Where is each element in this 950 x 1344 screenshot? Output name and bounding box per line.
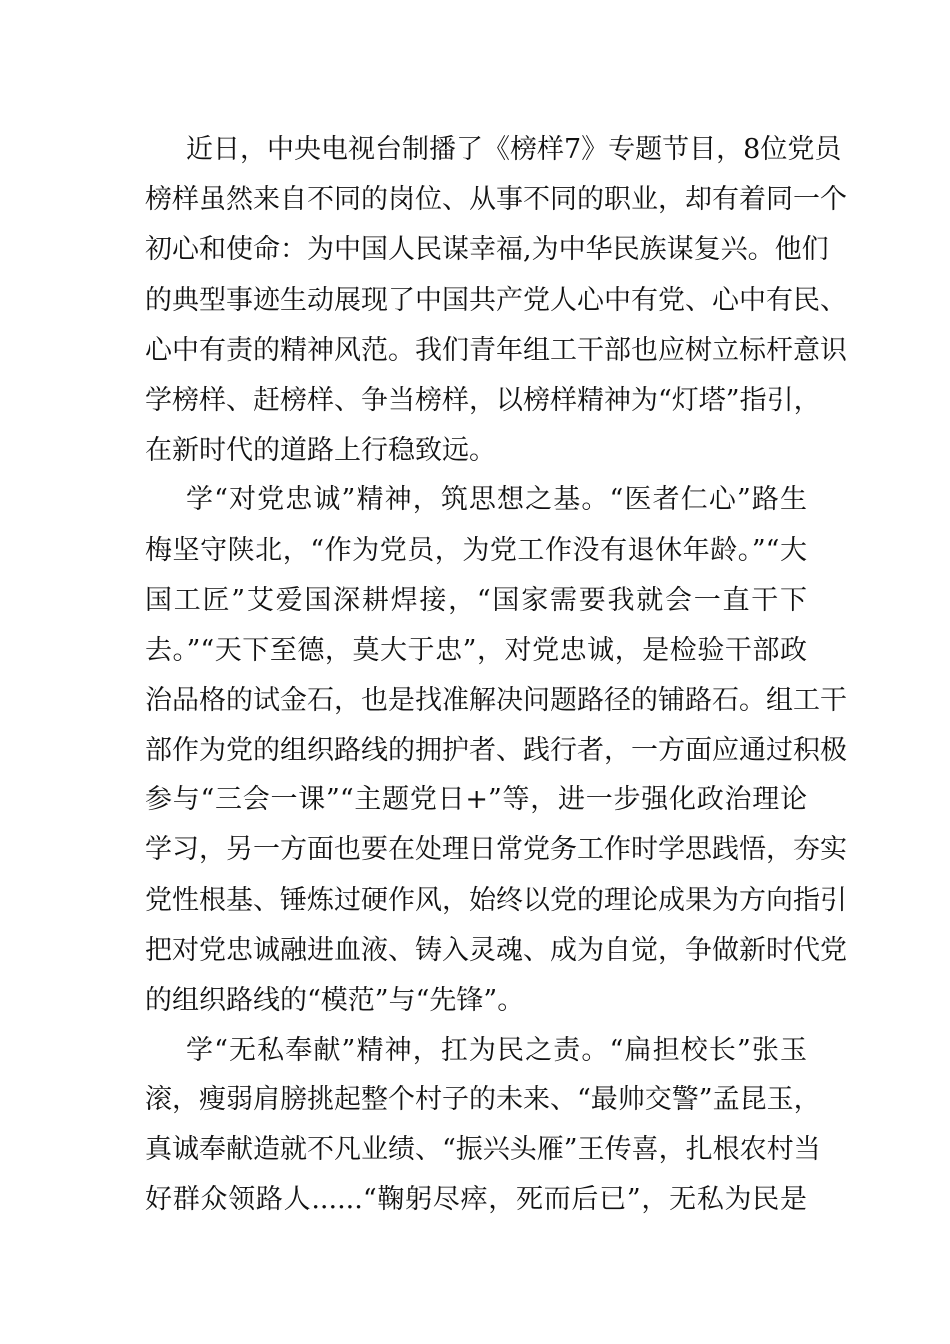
paragraph-1-line-3: 初心和使命：为中国人民谋幸福,为中华民族谋复兴。他们 <box>145 234 829 265</box>
paragraph-3-line-4: 好群众领路人......“鞠躬尽瘁，死而后已”，无私为民是 <box>145 1184 807 1215</box>
paragraph-2-line-5: 治品格的试金石，也是找准解决问题路径的铺路石。组工干 <box>145 685 847 716</box>
paragraph-2-line-7: 参与“三会一课”“主题党日+”等，进一步强化政治理论 <box>145 784 807 815</box>
paragraph-2-line-9: 党性根基、锤炼过硬作风，始终以党的理论成果为方向指引 <box>145 885 847 916</box>
paragraph-2-line-11: 的组织路线的“模范”与“先锋”。 <box>145 985 525 1016</box>
paragraph-2-line-6: 部作为党的组织路线的拥护者、践行者，一方面应通过积极 <box>145 735 847 766</box>
paragraph-1-line-5: 心中有责的精神风范。我们青年组工干部也应树立标杆意识 <box>145 335 847 366</box>
paragraph-1-line-7: 在新时代的道路上行稳致远。 <box>145 435 496 466</box>
paragraph-1-line-2: 榜样虽然来自不同的岗位、从事不同的职业，却有着同一个 <box>145 184 847 215</box>
paragraph-1-line-1: 近日，中央电视台制播了《榜样7》专题节目，8位党员 <box>186 134 842 165</box>
paragraph-2-line-4: 去。”“天下至德，莫大于忠”，对党忠诚，是检验干部政 <box>145 635 807 666</box>
paragraph-3-line-2: 滚，瘦弱肩膀挑起整个村子的未来、“最帅交警”孟昆玉， <box>145 1084 821 1115</box>
paragraph-3-line-3: 真诚奉献造就不凡业绩、“振兴头雁”王传喜，扎根农村当 <box>145 1134 821 1165</box>
paragraph-2-line-3: 国工匠”艾爱国深耕焊接，“国家需要我就会一直干下 <box>145 585 807 616</box>
paragraph-2-line-1: 学“对党忠诚”精神，筑思想之基。“医者仁心”路生 <box>186 484 807 515</box>
paragraph-3-line-1: 学“无私奉献”精神，扛为民之责。“扁担校长”张玉 <box>186 1035 807 1066</box>
paragraph-2-line-8: 学习，另一方面也要在处理日常党务工作时学思践悟，夯实 <box>145 834 847 865</box>
paragraph-1-line-6: 学榜样、赶榜样、争当榜样，以榜样精神为“灯塔”指引， <box>145 385 821 416</box>
paragraph-1-line-4: 的典型事迹生动展现了中国共产党人心中有党、心中有民、 <box>145 285 847 316</box>
paragraph-2-line-2: 梅坚守陕北，“作为党员，为党工作没有退休年龄。”“大 <box>145 535 807 566</box>
paragraph-2-line-10: 把对党忠诚融进血液、铸入灵魂、成为自觉，争做新时代党 <box>145 935 847 966</box>
